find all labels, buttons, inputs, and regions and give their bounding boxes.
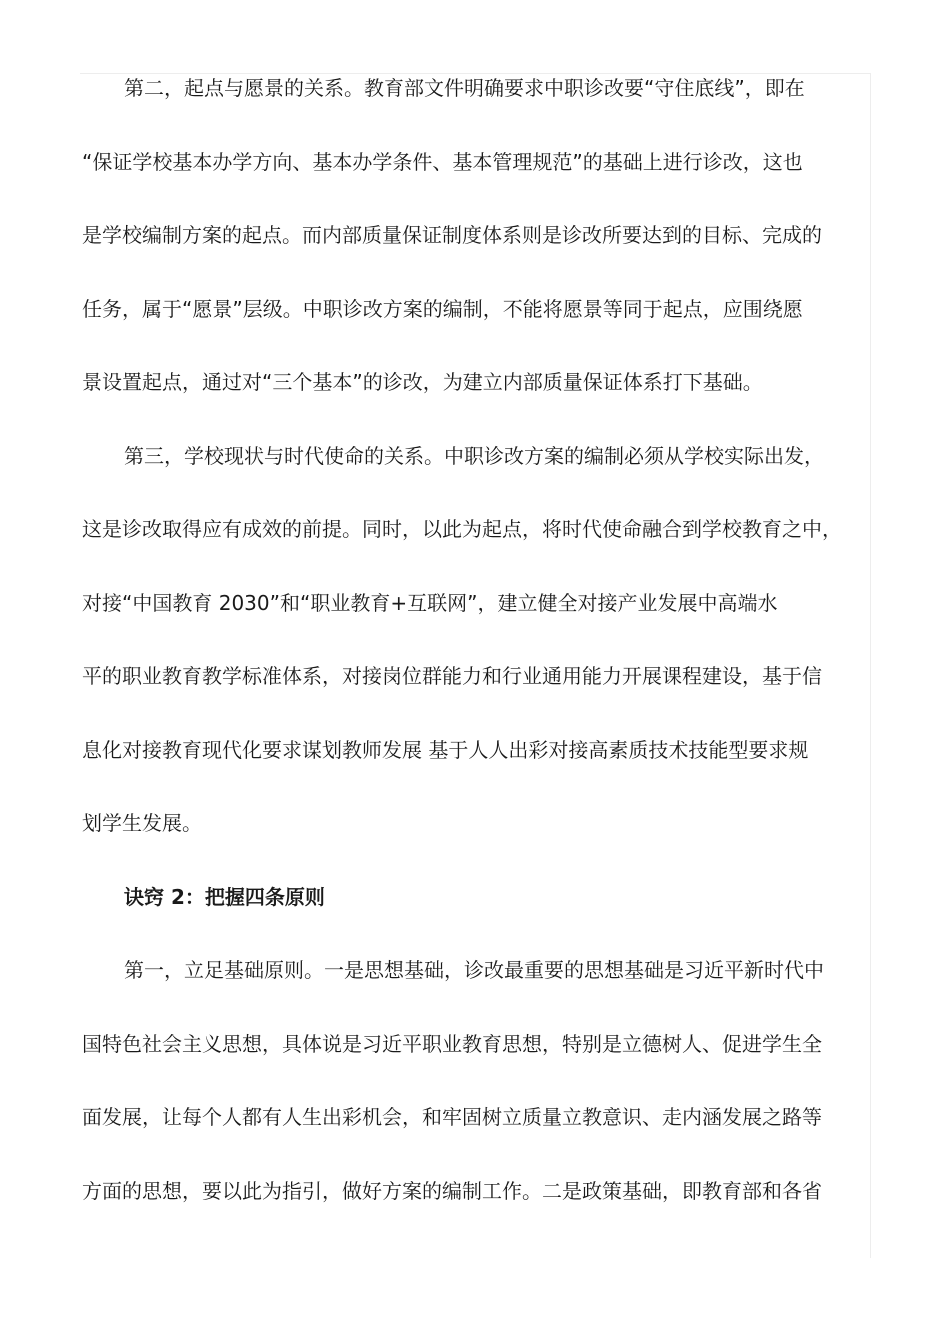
text-line: 景设置起点，通过对“三个基本”的诊改，为建立内部质量保证体系打下基础。 [82,370,763,394]
text-line: 方面的思想，要以此为指引，做好方案的编制工作。二是政策基础，即教育部和各省 [82,1178,822,1203]
section-heading: 诀窍 2：把握四条原则 [124,884,325,909]
text-line: 第二，起点与愿景的关系。教育部文件明确要求中职诊改要“守住底线”，即在 [124,76,805,100]
text-line: 是学校编制方案的起点。而内部质量保证制度体系则是诊改所要达到的目标、完成的 [82,223,822,247]
text-line: 对接“中国教育 2030”和“职业教育+互联网”，建立健全对接产业发展中高端水 [82,590,778,615]
text-line: 任务，属于“愿景”层级。中职诊改方案的编制，不能将愿景等同于起点，应围绕愿 [82,296,803,321]
text-line: 第三，学校现状与时代使命的关系。中职诊改方案的编制必须从学校实际出发， [124,443,824,468]
text-line: 第一，立足基础原则。一是思想基础，诊改最重要的思想基础是习近平新时代中 [124,958,824,982]
text-line: 面发展，让每个人都有人生出彩机会，和牢固树立质量立教意识、走内涵发展之路等 [82,1105,822,1129]
text-line: 国特色社会主义思想，具体说是习近平职业教育思想，特别是立德树人、促进学生全 [82,1031,822,1056]
text-line: 这是诊改取得应有成效的前提。同时，以此为起点，将时代使命融合到学校教育之中， [82,517,842,541]
text-line: 平的职业教育教学标准体系，对接岗位群能力和行业通用能力开展课程建设，基于信 [82,664,822,688]
text-line: 息化对接教育现代化要求谋划教师发展 基于人人出彩对接高素质技术技能型要求规 [82,737,809,762]
document-body [82,64,882,1240]
text-line: “保证学校基本办学方向、基本办学条件、基本管理规范”的基础上进行诊改，这也 [82,149,803,174]
text-line: 划学生发展。 [82,811,202,835]
